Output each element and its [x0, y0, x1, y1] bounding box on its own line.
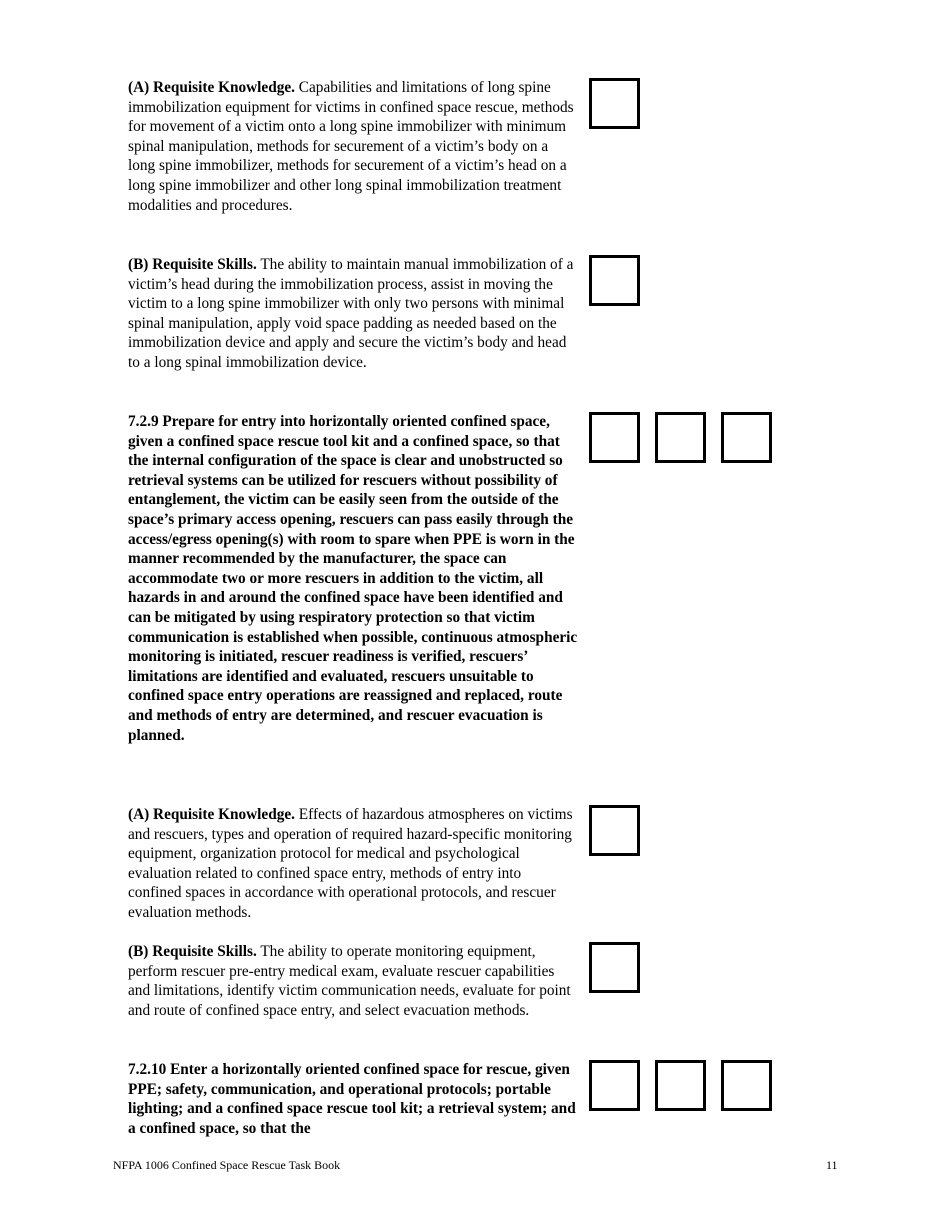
signoff-checkbox[interactable] [589, 942, 640, 993]
signoff-checkbox[interactable] [589, 78, 640, 129]
section-knowledge-long-spine [128, 78, 578, 215]
section-lead: (A) Requisite Knowledge. [128, 806, 295, 823]
signoff-boxes [589, 942, 640, 993]
section-text: Capabilities and limitations of long spine immobilization equipment for victims in confined space rescue, methods for movement of a victim onto a long spine immobilizer with minimum spinal manipulation, methods for securement of a victim’s body on a long spine immobilizer, methods for securement of a victim’s head on a long spine immobilizer and other long spinal immobilization treatment modalities and procedures. [128, 79, 574, 214]
signoff-checkbox[interactable] [589, 1060, 640, 1111]
signoff-boxes [589, 78, 640, 129]
footer-title: NFPA 1006 Confined Space Rescue Task Book [113, 1158, 341, 1172]
signoff-checkbox[interactable] [655, 1060, 706, 1111]
signoff-checkbox[interactable] [589, 805, 640, 856]
section-knowledge-entry [128, 805, 578, 923]
section-text: 7.2.9 Prepare for entry into horizontally oriented confined space, given a confined space rescue tool kit and a confined space, so that the internal configuration of the space is clear and unobstructed so retrieval systems can be utilized for rescuers without possibility of entanglement, the victim can be easily seen from the outside of the space’s primary access opening, rescuers can pass easily through the access/egress opening(s) with room to spare when PPE is worn in the manner recommended by the manufacturer, the space can accommodate two or more rescuers in addition to the victim, all hazards in and around the confined space have been identified and can be mitigated by using respiratory protection so that victim communication is established when possible, continuous atmospheric monitoring is initiated, rescuer readiness is verified, rescuers’ limitations are identified and evaluated, rescuers unsuitable to confined space entry operations are reassigned and replaced, route and methods of entry are determined, and rescuer evacuation is planned. [128, 413, 578, 744]
section-7-2-10 [128, 1060, 578, 1138]
signoff-checkbox[interactable] [589, 255, 640, 306]
signoff-checkbox[interactable] [589, 412, 640, 463]
signoff-checkbox[interactable] [721, 1060, 772, 1111]
section-skills-long-spine [128, 255, 578, 373]
section-7-2-9 [128, 412, 578, 745]
section-skills-entry [128, 942, 578, 1020]
section-text: The ability to operate monitoring equipment, perform rescuer pre-entry medical exam, evaluate rescuer capabilities and limitations, identify victim communication needs, evaluate for point and route of confined space entry, and select evacuation methods. [128, 943, 571, 1019]
page-number: 11 [826, 1158, 838, 1172]
signoff-boxes [589, 412, 772, 463]
signoff-boxes [589, 805, 640, 856]
section-text: 7.2.10 Enter a horizontally oriented confined space for rescue, given PPE; safety, communication, and operational protocols; portable lighting; and a confined space rescue tool kit; a retrieval system; and a confined space, so that the [128, 1061, 576, 1137]
section-lead: (B) Requisite Skills. [128, 256, 257, 273]
signoff-checkbox[interactable] [721, 412, 772, 463]
signoff-boxes [589, 255, 640, 306]
signoff-boxes [589, 1060, 772, 1111]
section-lead: (A) Requisite Knowledge. [128, 79, 295, 96]
section-text: The ability to maintain manual immobilization of a victim’s head during the immobilization process, assist in moving the victim to a long spine immobilizer with only two persons with minimal spinal manipulation, apply void space padding as needed based on the immobilization device and apply and secure the victim’s body and head to a long spinal immobilization device. [128, 256, 574, 371]
signoff-checkbox[interactable] [655, 412, 706, 463]
section-lead: (B) Requisite Skills. [128, 943, 257, 960]
section-text: Effects of hazardous atmospheres on victims and rescuers, types and operation of required hazard-specific monitoring equipment, organization protocol for medical and psychological evaluation related to confined space entry, methods of entry into confined spaces in accordance with operational protocols, and rescuer evaluation methods. [128, 806, 573, 921]
